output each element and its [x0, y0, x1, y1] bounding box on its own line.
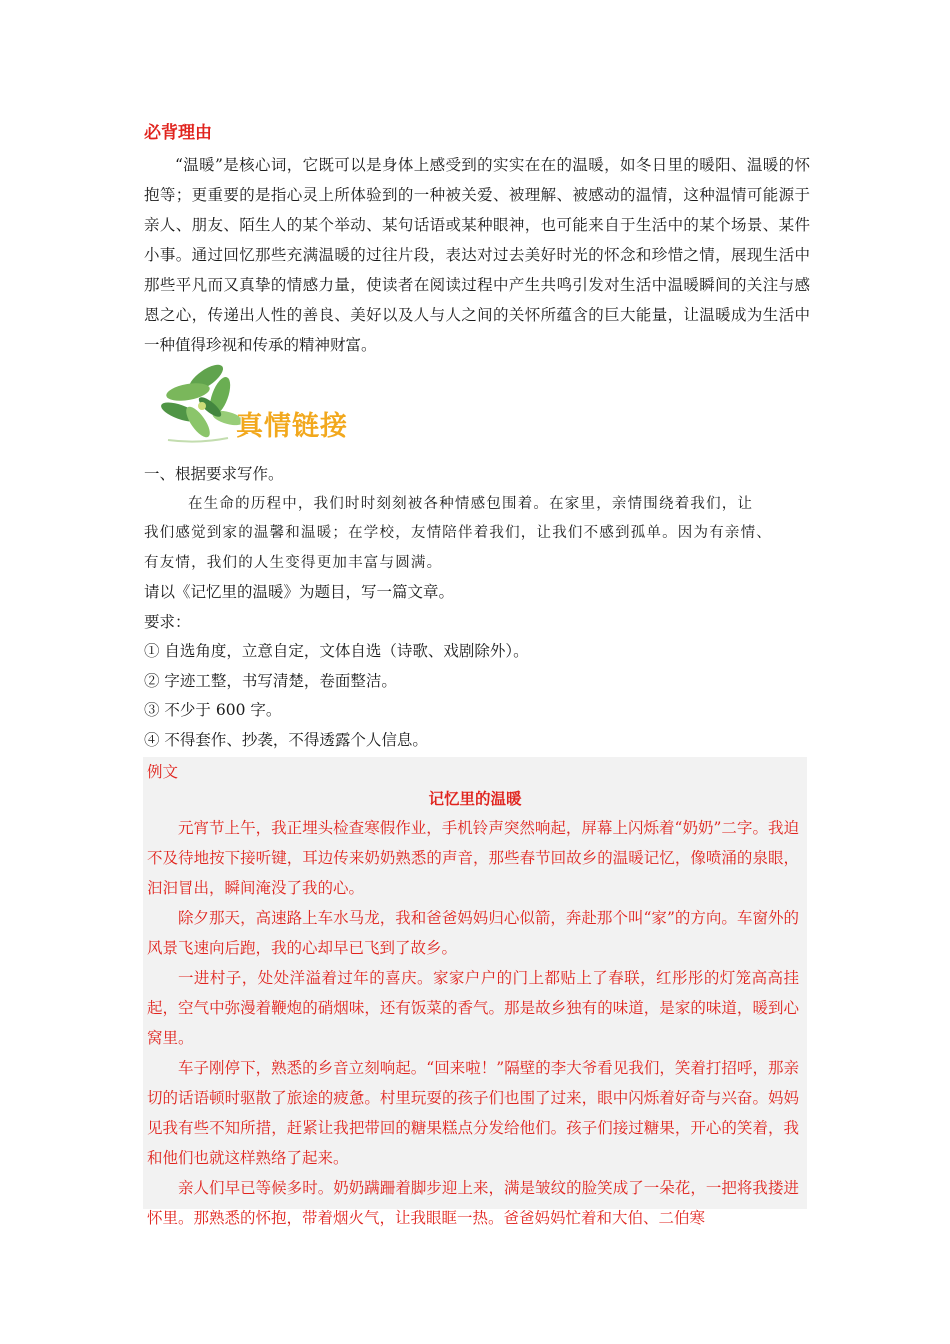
requirement-item: ③ 不少于 600 字。	[144, 701, 282, 719]
task-section	[144, 460, 814, 755]
essay-paragraph: 车子刚停下，熟悉的乡音立刻响起。“回来啦！”隔壁的李大爷看见我们，笑着打招呼，那亲切的话语顿时驱散了旅途的疲惫。村里玩耍的孩子们也围了过来，眼中闪烁着好奇与兴奋。妈妈见我有些不知所措，赶紧让我把带回的糖果糕点分发给他们。孩子们接过糖果，开心的笑着，我和他们也就这样熟络了起来。	[147, 1059, 799, 1167]
banner-title: 真情链接	[236, 411, 348, 442]
prompt-line: 我们感觉到家的温馨和温暖；在学校，友情陪伴着我们，让我们不感到孤单。因为有亲情、	[144, 525, 772, 541]
section-title: 必背理由	[144, 123, 212, 143]
essay-paragraph: 元宵节上午，我正埋头检查寒假作业，手机铃声突然响起，屏幕上闪烁着“奶奶”二字。我迫不及待地按下接听键，耳边传来奶奶熟悉的声音，那些春节回故乡的温暖记忆，像喷涌的泉眼，汩汩冒出，瞬间淹没了我的心。	[147, 819, 799, 897]
essay-title: 记忆里的温暖	[428, 790, 522, 808]
prompt-line: 在生命的历程中，我们时时刻刻被各种情感包围着。在家里，亲情围绕着我们，让	[188, 495, 754, 512]
essay-paragraph: 一进村子，处处洋溢着过年的喜庆。家家户户的门上都贴上了春联，红彤彤的灯笼高高挂起，空气中弥漫着鞭炮的硝烟味，还有饭菜的香气。那是故乡独有的味道，是家的味道，暖到心窝里。	[147, 969, 799, 1047]
task-heading: 一、根据要求写作。	[144, 465, 284, 483]
essay-paragraph: 除夕那天，高速路上车水马龙，我和爸爸妈妈归心似箭，奔赴那个叫“家”的方向。车窗外的风景飞速向后跑，我的心却早已飞到了故乡。	[147, 909, 799, 957]
requirement-item: ① 自选角度，立意自定，文体自选（诗歌、戏剧除外）。	[144, 642, 529, 660]
requirements-label: 要求：	[144, 612, 191, 631]
example-essay-box	[143, 757, 807, 1227]
essay-paragraph: 亲人们早已等候多时。奶奶蹒跚着脚步迎上来，满是皱纹的脸笑成了一朵花，一把将我搂进怀里。那熟悉的怀抱，带着烟火气，让我眼眶一热。爸爸妈妈忙着和大伯、二伯寒	[147, 1179, 799, 1227]
prompt-line: 有友情，我们的人生变得更加丰富与圆满。	[144, 554, 443, 571]
task-instruction: 请以《记忆里的温暖》为题目，写一篇文章。	[144, 583, 455, 601]
requirement-item: ④ 不得套作、抄袭，不得透露个人信息。	[144, 730, 428, 749]
essay-label: 例文	[147, 763, 179, 781]
intro-paragraph: “温暖”是核心词，它既可以是身体上感受到的实实在在的温暖，如冬日里的暖阳、温暖的怀抱等；更重要的是指心灵上所体验到的一种被关爱、被理解、被感动的温情，这种温情可能源于亲人、朋友、陌生人的某个举动、某句话语或某种眼神，也可能来自于生活中的某个场景、某件小事。通过回忆那些充满温暖的过往片段，表达对过去美好时光的怀念和珍惜之情，展现生活中那些平凡而又真挚的情感力量，使读者在阅读过程中产生共鸣引发对生活中温暖瞬间的关注与感恩之心，传递出人性的善良、美好以及人与人之间的关怀所蕴含的巨大能量，让温暖成为生活中一种值得珍视和传承的精神财富。	[144, 156, 810, 354]
essay-body	[147, 813, 799, 1233]
requirement-item: ② 字迹工整，书写清楚，卷面整洁。	[144, 671, 397, 690]
